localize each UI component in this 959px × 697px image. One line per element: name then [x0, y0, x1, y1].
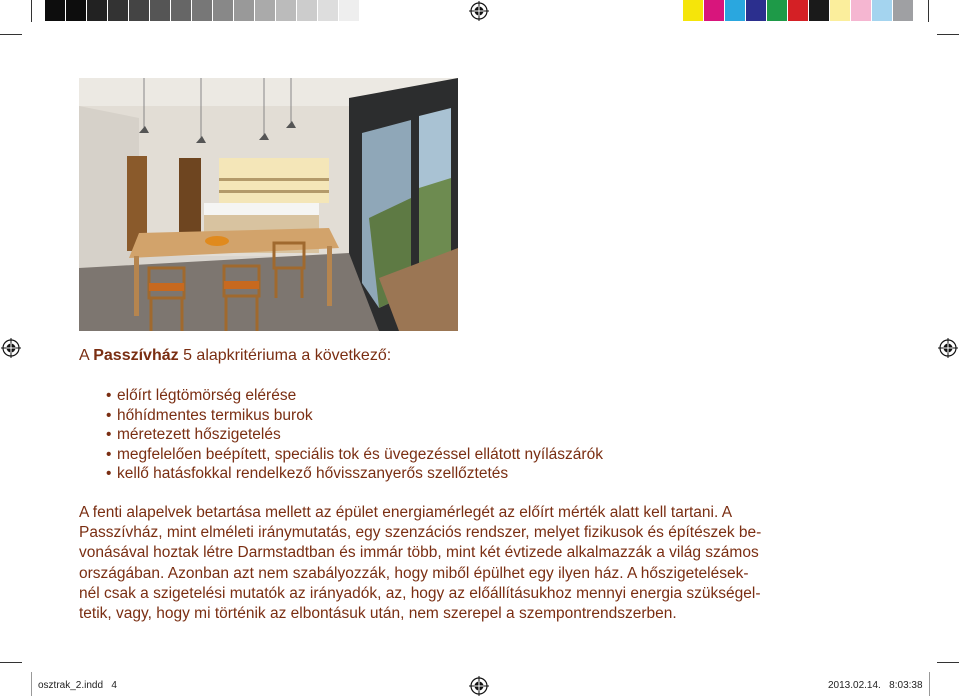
list-item: • előírt légtömörség elérése	[116, 386, 603, 406]
crop-mark-top-left-v	[31, 0, 32, 22]
color-swatch	[893, 0, 913, 21]
color-swatch	[318, 0, 338, 21]
list-item: • kellő hatásfokkal rendelkező hővisszanyerős szellőztetés	[116, 464, 603, 484]
crop-mark-bottom-left	[0, 662, 22, 663]
color-swatch	[234, 0, 254, 21]
gray-calibration-bar	[45, 0, 360, 21]
kitchen-photo-illustration	[79, 78, 458, 331]
crop-mark-top-left	[0, 34, 22, 35]
color-swatch	[809, 0, 829, 21]
crop-mark-top-right-v	[928, 0, 929, 22]
color-swatch	[192, 0, 212, 21]
color-calibration-bar	[683, 0, 914, 21]
color-swatch	[171, 0, 191, 21]
criteria-heading	[79, 346, 391, 366]
crop-mark-top-right	[937, 34, 959, 35]
color-swatch	[746, 0, 766, 21]
list-item: • méretezett hőszigetelés	[116, 425, 603, 445]
crop-mark-bottom-right	[937, 662, 959, 663]
color-swatch	[276, 0, 296, 21]
color-swatch	[108, 0, 128, 21]
paragraph-line: tetik, vagy, hogy mi történik az elbontásuk után, nem szerepel a szempontrendszerben.	[79, 605, 677, 623]
color-swatch	[830, 0, 850, 21]
registration-mark-icon	[938, 338, 958, 358]
paragraph-line: A fenti alapelvek betartása mellett az épület energiamérlegét az előírt mérték alatt kell tartani. A	[79, 504, 733, 521]
color-swatch	[725, 0, 745, 21]
registration-mark-icon	[469, 1, 489, 21]
kitchen-interior-photo	[79, 78, 458, 331]
body-paragraph	[79, 503, 882, 624]
criteria-list	[116, 386, 603, 484]
heading-prefix: A	[79, 347, 94, 364]
list-item: • hőhídmentes termikus burok	[116, 406, 603, 426]
color-swatch	[872, 0, 892, 21]
color-swatch	[788, 0, 808, 21]
color-swatch	[255, 0, 275, 21]
paragraph-line: Passzívház, mint elméleti iránymutatás, egy szenzációs rendszer, melyet fizikusok és építészek be-	[79, 524, 762, 542]
color-swatch	[767, 0, 787, 21]
color-swatch	[339, 0, 359, 21]
color-swatch	[66, 0, 86, 21]
paragraph-line: vonásával hoztak létre Darmstadtban és immár több, mint két évtizede alkalmazzák a világ számos	[79, 544, 759, 562]
registration-mark-icon	[1, 338, 21, 358]
color-swatch	[683, 0, 703, 21]
paragraph-line: országában. Azonban azt nem szabályozzák, hogy miből épülhet egy ilyen ház. A hőszigetelések-	[79, 564, 749, 582]
color-swatch	[150, 0, 170, 21]
list-item: • megfelelően beépített, speciális tok és üvegezéssel ellátott nyílászárók	[116, 445, 603, 465]
slug-timestamp: 2013.02.14. 8:03:38	[828, 680, 923, 691]
paragraph-line: nél csak a szigetelési mutatók az irányadók, az, hogy az előállításukhoz mennyi energia szükségel-	[79, 584, 761, 602]
slug-filename: osztrak_2.indd 4	[38, 680, 117, 691]
heading-brand: Passzívház	[93, 347, 179, 364]
heading-suffix: 5 alapkritériuma a következő:	[178, 347, 392, 364]
color-swatch	[129, 0, 149, 21]
color-swatch	[87, 0, 107, 21]
color-swatch	[213, 0, 233, 21]
color-swatch	[297, 0, 317, 21]
color-swatch	[704, 0, 724, 21]
color-swatch	[45, 0, 65, 21]
slug-area	[31, 672, 930, 696]
color-swatch	[851, 0, 871, 21]
